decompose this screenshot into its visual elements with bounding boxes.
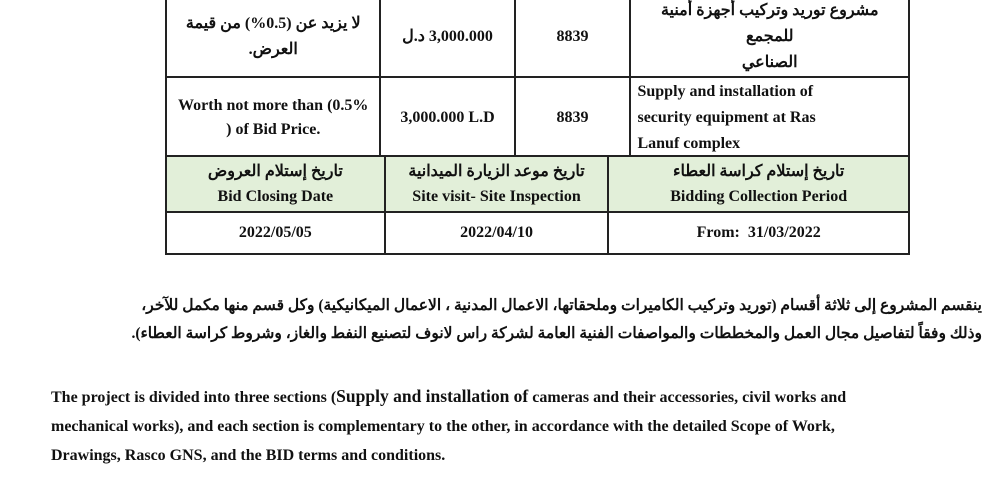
paragraph-line: وذلك وفقاً لتفاصيل مجال العمل والمخططات والمواصفات الفنية العامة لشركة راس لانوف لتصنيع النفط والغاز، وشروط كراسة العطاء).: [131, 325, 982, 342]
text-span: The project is divided into three sections (: [51, 389, 337, 406]
bidding-collection-date: From: 31/03/2022: [608, 212, 909, 254]
header-label-en: Bidding Collection Period: [670, 188, 848, 205]
bid-security-line: Worth not more than (0.5%: [178, 97, 369, 114]
paragraph-line: [51, 382, 986, 412]
bid-security-line: العرض.: [248, 41, 298, 58]
paragraph-line: Drawings, Rasco GNS, and the BID terms and conditions.: [51, 447, 446, 464]
dates-table: [165, 155, 910, 255]
paragraph-line: mechanical works), and each section is complementary to the other, in accordance with the detailed Scope of Work,: [51, 418, 835, 435]
description-line: security equipment at Ras: [637, 109, 816, 126]
bid-security-cell-en: [166, 77, 380, 159]
project-description-en: [51, 382, 986, 470]
text-span: cameras and their accessories, civil works and: [528, 389, 847, 406]
description-line: الصناعي: [741, 54, 798, 71]
description-line: Supply and installation of: [637, 83, 814, 100]
bid-closing-date: 2022/05/05: [166, 212, 385, 254]
dates-header-row: [166, 156, 909, 212]
description-cell-en: [630, 77, 909, 159]
header-label-en: Site visit- Site Inspection: [412, 188, 581, 205]
code-cell-ar: 8839: [515, 0, 631, 77]
table-row-english: [166, 77, 909, 159]
header-label-ar: تاريخ موعد الزيارة الميدانية: [408, 163, 585, 180]
bid-security-cell-ar: [166, 0, 380, 77]
project-table: [165, 0, 910, 160]
description-line: Lanuf complex: [637, 135, 741, 152]
header-label-ar: تاريخ إستلام كراسة العطاء: [672, 163, 845, 180]
description-line: مشروع توريد وتركيب أجهزة أمنية للمجمع: [660, 2, 879, 45]
bidding-collection-header: [608, 156, 909, 212]
bid-closing-header: [166, 156, 385, 212]
site-visit-date: 2022/04/10: [385, 212, 609, 254]
paragraph-line: ينقسم المشروع إلى ثلاثة أقسام (توريد وتركيب الكاميرات وملحقاتها، الاعمال المدنية ، الاعمال الميكانيكية) وكل قسم منها مكمل للآخر،: [141, 297, 982, 314]
bid-security-line: لا يزيد عن (0.5%) من قيمة: [185, 15, 361, 32]
site-visit-header: [385, 156, 609, 212]
table-row-arabic: [166, 0, 909, 77]
description-cell-ar: [630, 0, 909, 77]
value-cell-ar: 3,000.000 د.ل: [380, 0, 514, 77]
value-cell-en: 3,000.000 L.D: [380, 77, 514, 159]
project-description-ar: [20, 292, 982, 348]
text-span-emphasis: Supply and installation of: [336, 386, 529, 406]
dates-value-row: [166, 212, 909, 254]
header-label-ar: تاريخ إستلام العروض: [207, 163, 343, 180]
bid-security-line: ) of Bid Price.: [226, 121, 321, 138]
code-cell-en: 8839: [515, 77, 631, 159]
header-label-en: Bid Closing Date: [217, 188, 334, 205]
